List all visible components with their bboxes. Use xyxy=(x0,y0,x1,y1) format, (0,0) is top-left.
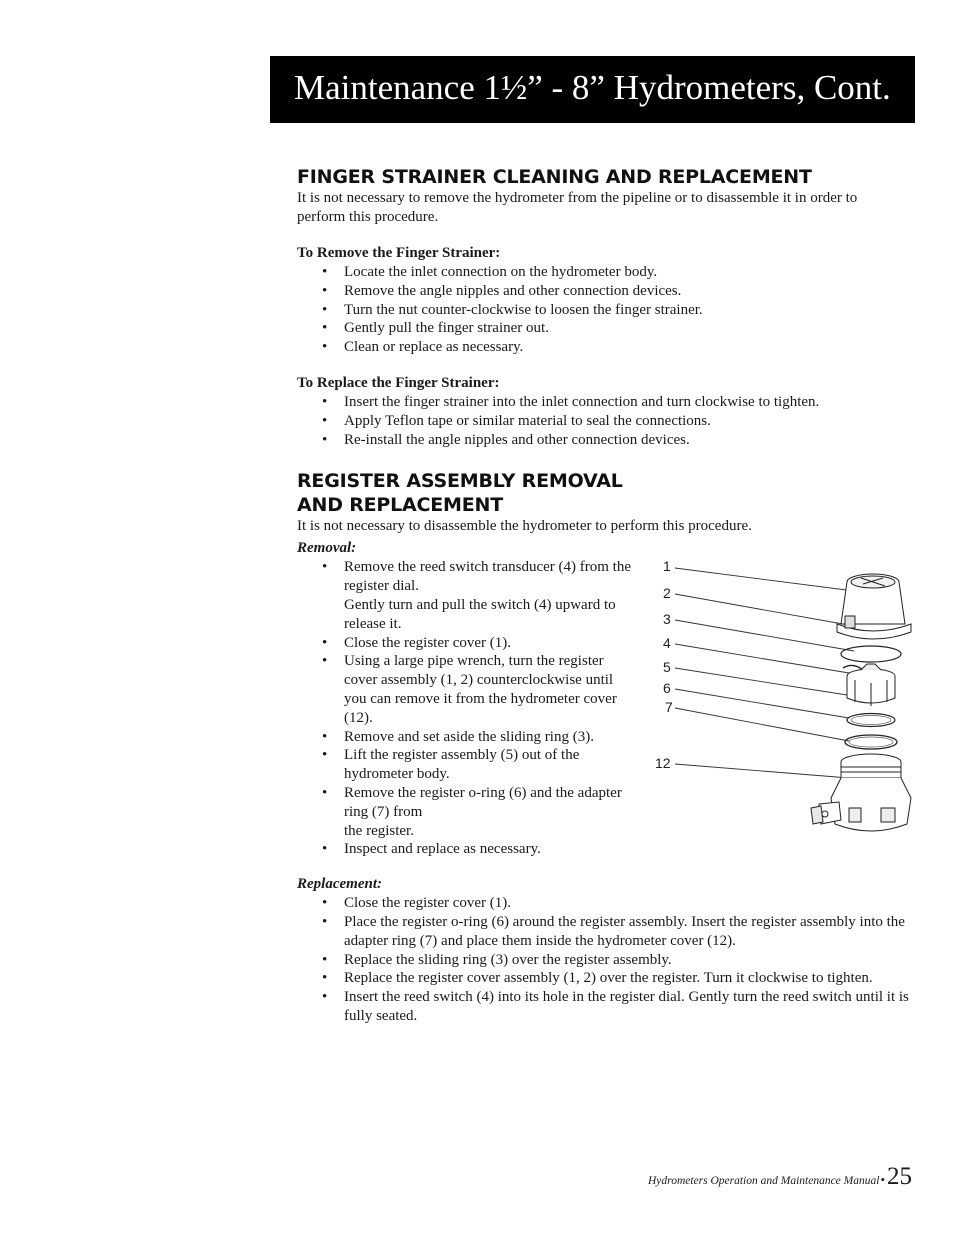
replacement-heading: Replacement: xyxy=(297,876,382,893)
list-item: • Turn the nut counter-clockwise to loosen the finger strainer. xyxy=(344,301,909,320)
removal-section xyxy=(297,558,909,859)
diagram-label: 3 xyxy=(663,611,671,628)
diagram-label: 4 xyxy=(663,635,671,652)
replacement-list xyxy=(297,894,909,1026)
list-item: • Clean or replace as necessary. xyxy=(344,338,909,357)
page-number: 25 xyxy=(887,1163,912,1190)
remove-strainer-heading: To Remove the Finger Strainer: xyxy=(297,245,501,261)
diagram-label: 5 xyxy=(663,659,671,676)
list-item: • Inspect and replace as necessary. xyxy=(344,840,639,859)
list-item: • Locate the inlet connection on the hydrometer body. xyxy=(344,263,909,282)
sliding-ring-part xyxy=(841,646,901,662)
register-assembly-diagram xyxy=(649,558,919,848)
removal-list xyxy=(297,558,639,859)
list-item: • Re-install the angle nipples and other connection devices. xyxy=(344,431,909,450)
footer-separator: • xyxy=(880,1172,885,1187)
register-cover-part xyxy=(837,574,911,639)
list-item: • Insert the finger strainer into the inlet connection and turn clockwise to tighten. xyxy=(344,393,909,412)
removal-step6-a: Remove the register o-ring (6) and the adapter ring (7) from xyxy=(344,784,622,820)
diagram-label: 7 xyxy=(665,699,673,716)
list-item: • Remove and set aside the sliding ring (3). xyxy=(344,728,639,747)
register-heading-line2: AND REPLACEMENT xyxy=(297,494,504,517)
list-item: • Close the register cover (1). xyxy=(344,634,639,653)
removal-step1-a: Remove the reed switch transducer (4) from the register dial. xyxy=(344,559,631,595)
register-part xyxy=(847,664,895,706)
list-item: • Remove the angle nipples and other connection devices. xyxy=(344,282,909,301)
replace-strainer-list xyxy=(297,393,909,449)
remove-strainer-list xyxy=(297,263,909,357)
diagram-label: 1 xyxy=(663,558,671,575)
list-item xyxy=(344,784,639,840)
list-item: • Insert the reed switch (4) into its hole in the register dial. Gently turn the reed switch until it is fully seated. xyxy=(344,988,909,1026)
list-item: • Close the register cover (1). xyxy=(344,894,909,913)
list-item: • Replace the register cover assembly (1, 2) over the register. Turn it clockwise to tighten. xyxy=(344,969,909,988)
diagram-label: 6 xyxy=(663,680,671,697)
list-item: • Gently pull the finger strainer out. xyxy=(344,319,909,338)
title-bar xyxy=(270,56,915,123)
list-item: • Lift the register assembly (5) out of the hydrometer body. xyxy=(344,746,639,784)
hydrometer-cover-part xyxy=(811,754,911,831)
manual-title: Hydrometers Operation and Maintenance Manual xyxy=(647,1175,880,1187)
replace-strainer-heading: To Replace the Finger Strainer: xyxy=(297,374,500,391)
finger-strainer-intro: It is not necessary to remove the hydrometer from the pipeline or to disassemble it in order to perform this procedure. xyxy=(297,190,858,225)
removal-step1-b: Gently turn and pull the switch (4) upward to release it. xyxy=(344,596,616,632)
list-item: • Apply Teflon tape or similar material to seal the connections. xyxy=(344,412,909,431)
diagram-label: 12 xyxy=(655,755,671,772)
content xyxy=(297,165,909,1026)
diagram-label: 2 xyxy=(663,585,671,602)
list-item: • Using a large pipe wrench, turn the register cover assembly (1, 2) counterclockwise until you can remove it from the hydrometer cover (12). xyxy=(344,652,639,727)
section-heading-finger-strainer: FINGER STRAINER CLEANING AND REPLACEMENT xyxy=(297,166,812,188)
register-intro: It is not necessary to disassemble the hydrometer to perform this procedure. xyxy=(297,518,752,535)
section-heading-register-assembly xyxy=(297,469,909,517)
page-title: Maintenance 1½” - 8” Hydrometers, Cont. xyxy=(294,68,891,107)
list-item: • Replace the sliding ring (3) over the register assembly. xyxy=(344,951,909,970)
page-footer xyxy=(648,1163,912,1191)
register-heading-line1: REGISTER ASSEMBLY REMOVAL xyxy=(297,470,623,493)
removal-heading: Removal: xyxy=(297,540,357,557)
list-item: • Place the register o-ring (6) around the register assembly. Insert the register assembly into the adapter ring (7) and place them inside the hydrometer cover (12). xyxy=(344,913,909,951)
removal-step6-b: the register. xyxy=(344,822,414,839)
list-item xyxy=(344,558,639,633)
leader-lines xyxy=(675,568,854,778)
